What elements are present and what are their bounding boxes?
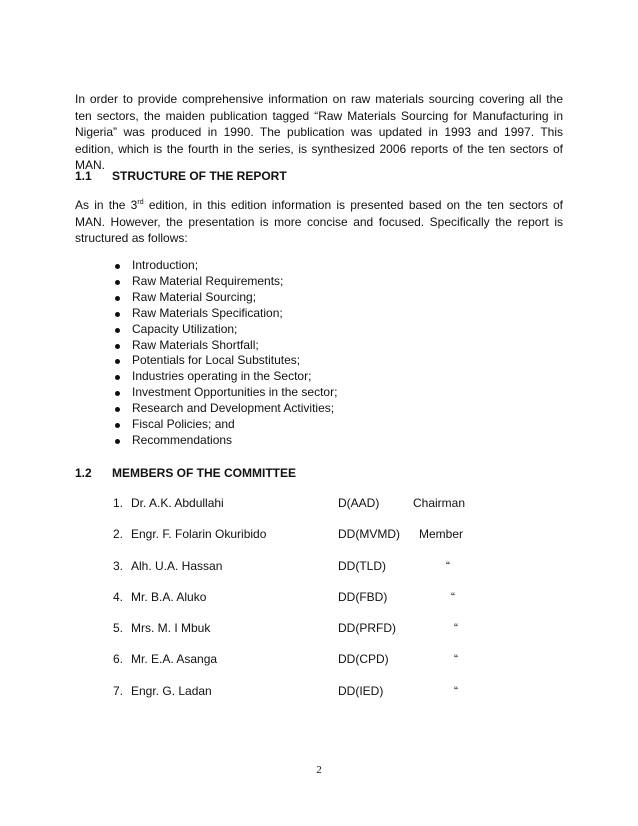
list-item bbox=[113, 385, 337, 401]
member-number: 1. bbox=[113, 496, 124, 510]
member-position: DD(CPD) bbox=[338, 652, 389, 667]
member-name: Engr. G. Ladan bbox=[131, 683, 212, 698]
list-item bbox=[113, 433, 337, 449]
bullet-icon bbox=[115, 439, 120, 444]
list-item-label: Raw Material Requirements; bbox=[132, 273, 284, 288]
list-item bbox=[113, 338, 337, 354]
list-item bbox=[113, 306, 337, 322]
list-item-label: Raw Materials Specification; bbox=[132, 305, 283, 320]
list-item-label: Fiscal Policies; and bbox=[132, 417, 235, 432]
member-name: Mr. E.A. Asanga bbox=[131, 652, 218, 667]
member-number: 6. bbox=[113, 652, 124, 667]
list-item bbox=[113, 290, 337, 306]
list-item-label: Industries operating in the Sector; bbox=[132, 369, 312, 384]
list-item-label: Raw Material Sourcing; bbox=[132, 289, 257, 304]
member-position: D(AAD) bbox=[338, 496, 380, 510]
member-role: “ bbox=[446, 558, 450, 573]
bullet-icon bbox=[115, 359, 120, 364]
member-role: Member bbox=[419, 527, 464, 542]
bullet-icon bbox=[115, 328, 120, 333]
report-structure-list bbox=[113, 258, 337, 449]
list-item-label: Capacity Utilization; bbox=[132, 321, 238, 336]
structure-paragraph bbox=[75, 197, 563, 247]
section-number: 1.2 bbox=[75, 466, 92, 480]
bullet-icon bbox=[115, 312, 120, 317]
list-item bbox=[113, 322, 337, 338]
section-title: STRUCTURE OF THE REPORT bbox=[112, 169, 287, 183]
member-role: “ bbox=[451, 589, 455, 604]
section-heading-structure bbox=[75, 168, 287, 184]
member-number: 2. bbox=[113, 527, 124, 542]
bullet-icon bbox=[115, 407, 120, 412]
list-item-label: Investment Opportunities in the sector; bbox=[132, 385, 338, 400]
member-name: Alh. U.A. Hassan bbox=[131, 558, 223, 573]
member-role: “ bbox=[454, 683, 458, 698]
bullet-icon bbox=[115, 264, 120, 269]
bullet-icon bbox=[115, 344, 120, 349]
list-item-label: Research and Development Activities; bbox=[132, 401, 335, 416]
member-number: 7. bbox=[113, 683, 124, 698]
member-name: Mr. B.A. Aluko bbox=[131, 589, 207, 604]
member-name: Mrs. M. I Mbuk bbox=[131, 621, 211, 636]
list-item-label: Raw Materials Shortfall; bbox=[132, 337, 259, 352]
member-role: “ bbox=[454, 652, 458, 667]
bullet-icon bbox=[115, 423, 120, 428]
intro-paragraph: In order to provide comprehensive information on raw materials sourcing covering all the ten sectors, the maiden publication tagged “Raw Materials Sourcing for Manufacturing in Nigeria” was produced in 1990. The publication was updated in 1993 and 1997. This edition, which is the fourth in the series, is synthesized 2006 reports of the ten sectors of MAN. bbox=[75, 92, 563, 172]
bullet-icon bbox=[115, 296, 120, 301]
page-number: 2 bbox=[316, 764, 322, 776]
list-item bbox=[113, 353, 337, 369]
member-position: DD(PRFD) bbox=[338, 621, 396, 636]
section-heading-committee bbox=[75, 465, 296, 481]
ordinal-suffix: rd bbox=[137, 199, 144, 206]
structure-text-rest: edition, in this edition information is presented based on the ten sectors of MAN. However, the presentation is more concise and focused. Specifically the report is structured as follows: bbox=[75, 198, 563, 245]
bullet-icon bbox=[115, 280, 120, 285]
member-position: DD(TLD) bbox=[338, 558, 386, 573]
member-name: Dr. A.K. Abdullahi bbox=[131, 496, 224, 510]
list-item bbox=[113, 274, 337, 290]
bullet-icon bbox=[115, 391, 120, 396]
list-item-label: Potentials for Local Substitutes; bbox=[132, 353, 301, 368]
list-item-label: Introduction; bbox=[132, 258, 199, 272]
section-title: MEMBERS OF THE COMMITTEE bbox=[112, 466, 296, 480]
member-role: “ bbox=[454, 621, 458, 636]
member-number: 4. bbox=[113, 589, 124, 604]
list-item bbox=[113, 417, 337, 433]
list-item bbox=[113, 369, 337, 385]
list-item bbox=[113, 401, 337, 417]
section-number: 1.1 bbox=[75, 169, 92, 183]
list-item bbox=[113, 258, 337, 274]
member-number: 5. bbox=[113, 621, 124, 636]
member-position: DD(FBD) bbox=[338, 589, 388, 604]
member-name: Engr. F. Folarin Okuribido bbox=[131, 527, 267, 542]
bullet-icon bbox=[115, 375, 120, 380]
member-position: DD(MVMD) bbox=[338, 527, 400, 542]
member-position: DD(IED) bbox=[338, 683, 384, 698]
list-item-label: Recommendations bbox=[132, 432, 233, 447]
member-number: 3. bbox=[113, 558, 124, 573]
structure-text-start: As in the 3 bbox=[75, 198, 138, 212]
member-role: Chairman bbox=[413, 496, 466, 510]
